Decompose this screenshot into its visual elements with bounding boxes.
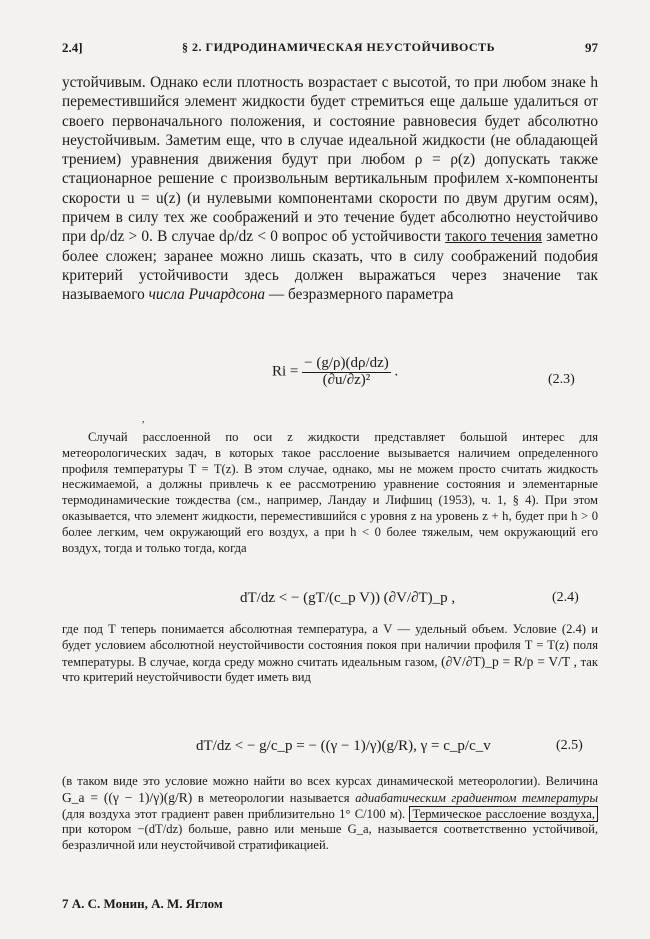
- equation-2-4: dT/dz < − (gT/(c_p V)) (∂V/∂T)_p ,: [240, 590, 456, 606]
- para3-text-b: так что критерий неустойчивости будет иметь вид: [62, 654, 599, 685]
- eq25-number: (2.5): [556, 738, 583, 753]
- para1-text-c: — безразмерного параметра: [265, 286, 454, 304]
- para4-text-a: (в таком виде это условие можно найти во всех курсах динамической метеорологии). Величина: [62, 774, 598, 788]
- margin-mark: ,: [142, 414, 145, 425]
- para4-text-b: в метеорологии называется: [192, 790, 356, 805]
- running-header: [62, 40, 598, 60]
- adiabatic-gradient-term: адиабатическим градиентом температуры: [355, 790, 598, 805]
- page-number: 97: [585, 40, 598, 55]
- section-number: 2.4]: [62, 40, 83, 55]
- paragraph-3: [62, 622, 598, 686]
- para4-text-d: при котором −(dT/dz) больше, равно или меньше G_a, называется соответственно устойчивой, безразличной или неустойчивой стратификацией.: [62, 822, 598, 853]
- paragraph-1: [62, 73, 598, 305]
- eq23-fraction: [302, 356, 391, 389]
- printer-signature: 7 А. С. Монин, А. М. Яглом: [62, 896, 223, 911]
- para1-text-a: устойчивым. Однако если плотность возрастает с высотой, то при любом знаке h переместившийся элемент жидкости будет стремиться еще дальше удалиться от своего первоначального положения, и состояние равновесия будет абсолютно неустойчивым. Заметим еще, что в случае идеальной жидкости (не обладающей трением) уравнения движения будут при любом ρ = ρ(z) допускать также стационарное решение с произвольным вертикальным профилем x-компоненты скорости u = u(z) (и нулевыми компонентами скорости по двум другим осям), причем в силу тех же соображений и это течение будет абсолютно неустойчиво при dρ/dz > 0. В случае dρ/dz < 0 вопрос об устойчивости: [62, 74, 598, 246]
- eq23-numerator: − (g/ρ)(dρ/dz): [304, 355, 389, 371]
- boxed-phrase: Термическое расслоение воздуха,: [409, 806, 598, 822]
- equation-2-5: dT/dz < − g/c_p = − ((γ − 1)/γ)(g/R), γ = c_p/c_v: [196, 738, 491, 754]
- para1-underlined: такого течения: [445, 228, 542, 246]
- para4-text-c: (для воздуха этот градиент равен приблизительно 1° C/100 м).: [62, 806, 410, 821]
- eq23-number: (2.3): [548, 372, 575, 387]
- header-title: § 2. ГИДРОДИНАМИЧЕСКАЯ НЕУСТОЙЧИВОСТЬ: [182, 40, 496, 54]
- eq23-denominator: (∂u/∂z)²: [322, 371, 371, 388]
- paragraph-2: [62, 430, 598, 556]
- adiabatic-formula: G_a = ((γ − 1)/γ)(g/R): [62, 789, 193, 805]
- para3-text-a: где под T теперь понимается абсолютная температура, а V — удельный объем. Условие (2.4) и будет условием абсолютной неустойчивости состояния покоя при наличии профиля T = T(z) поля температуры. В случае, когда среду можно считать идеальным газом,: [62, 622, 598, 669]
- richardson-term: числа Ричардсона: [148, 286, 266, 304]
- equation-2-3: Ri = $\frac{- (g/\rho)(d\rho/dz)}{\text{(∂u/∂z)²}}$ .: [272, 355, 399, 388]
- eq23-lhs: Ri =: [272, 363, 299, 380]
- para1-text-b: заметно более сложен; заранее можно лишь сказать, что в силу соображений подобия критерий устойчивости здесь должен выражаться через значение так называемого: [62, 228, 598, 304]
- inline-gas-formula: (∂V/∂T)_p = R/p = V/T ,: [441, 653, 578, 669]
- eq24-number: (2.4): [552, 590, 579, 605]
- paragraph-4: [62, 774, 598, 854]
- para2-text: Случай расслоенной по оси z жидкости представляет большой интерес для метеорологических задач, в которых такое расслоение вызывается наличием определенного профиля температуры T = T(z). В этом случае, однако, мы не можем просто считать жидкость несжимаемой, а должны привлечь к ее рассмотрению уравнение состояния и элементарные термодинамические тождества (см., например, Ландау и Лифшиц (1953), ч. 1, § 4). При этом оказывается, что элемент жидкости, переместившийся с уровня z на уровень z + h, будет при h > 0 более легким, чем окружающий его воздух, а при h < 0 более тяжелым, чем окружающий его воздух, тогда и только тогда, когда: [62, 430, 598, 555]
